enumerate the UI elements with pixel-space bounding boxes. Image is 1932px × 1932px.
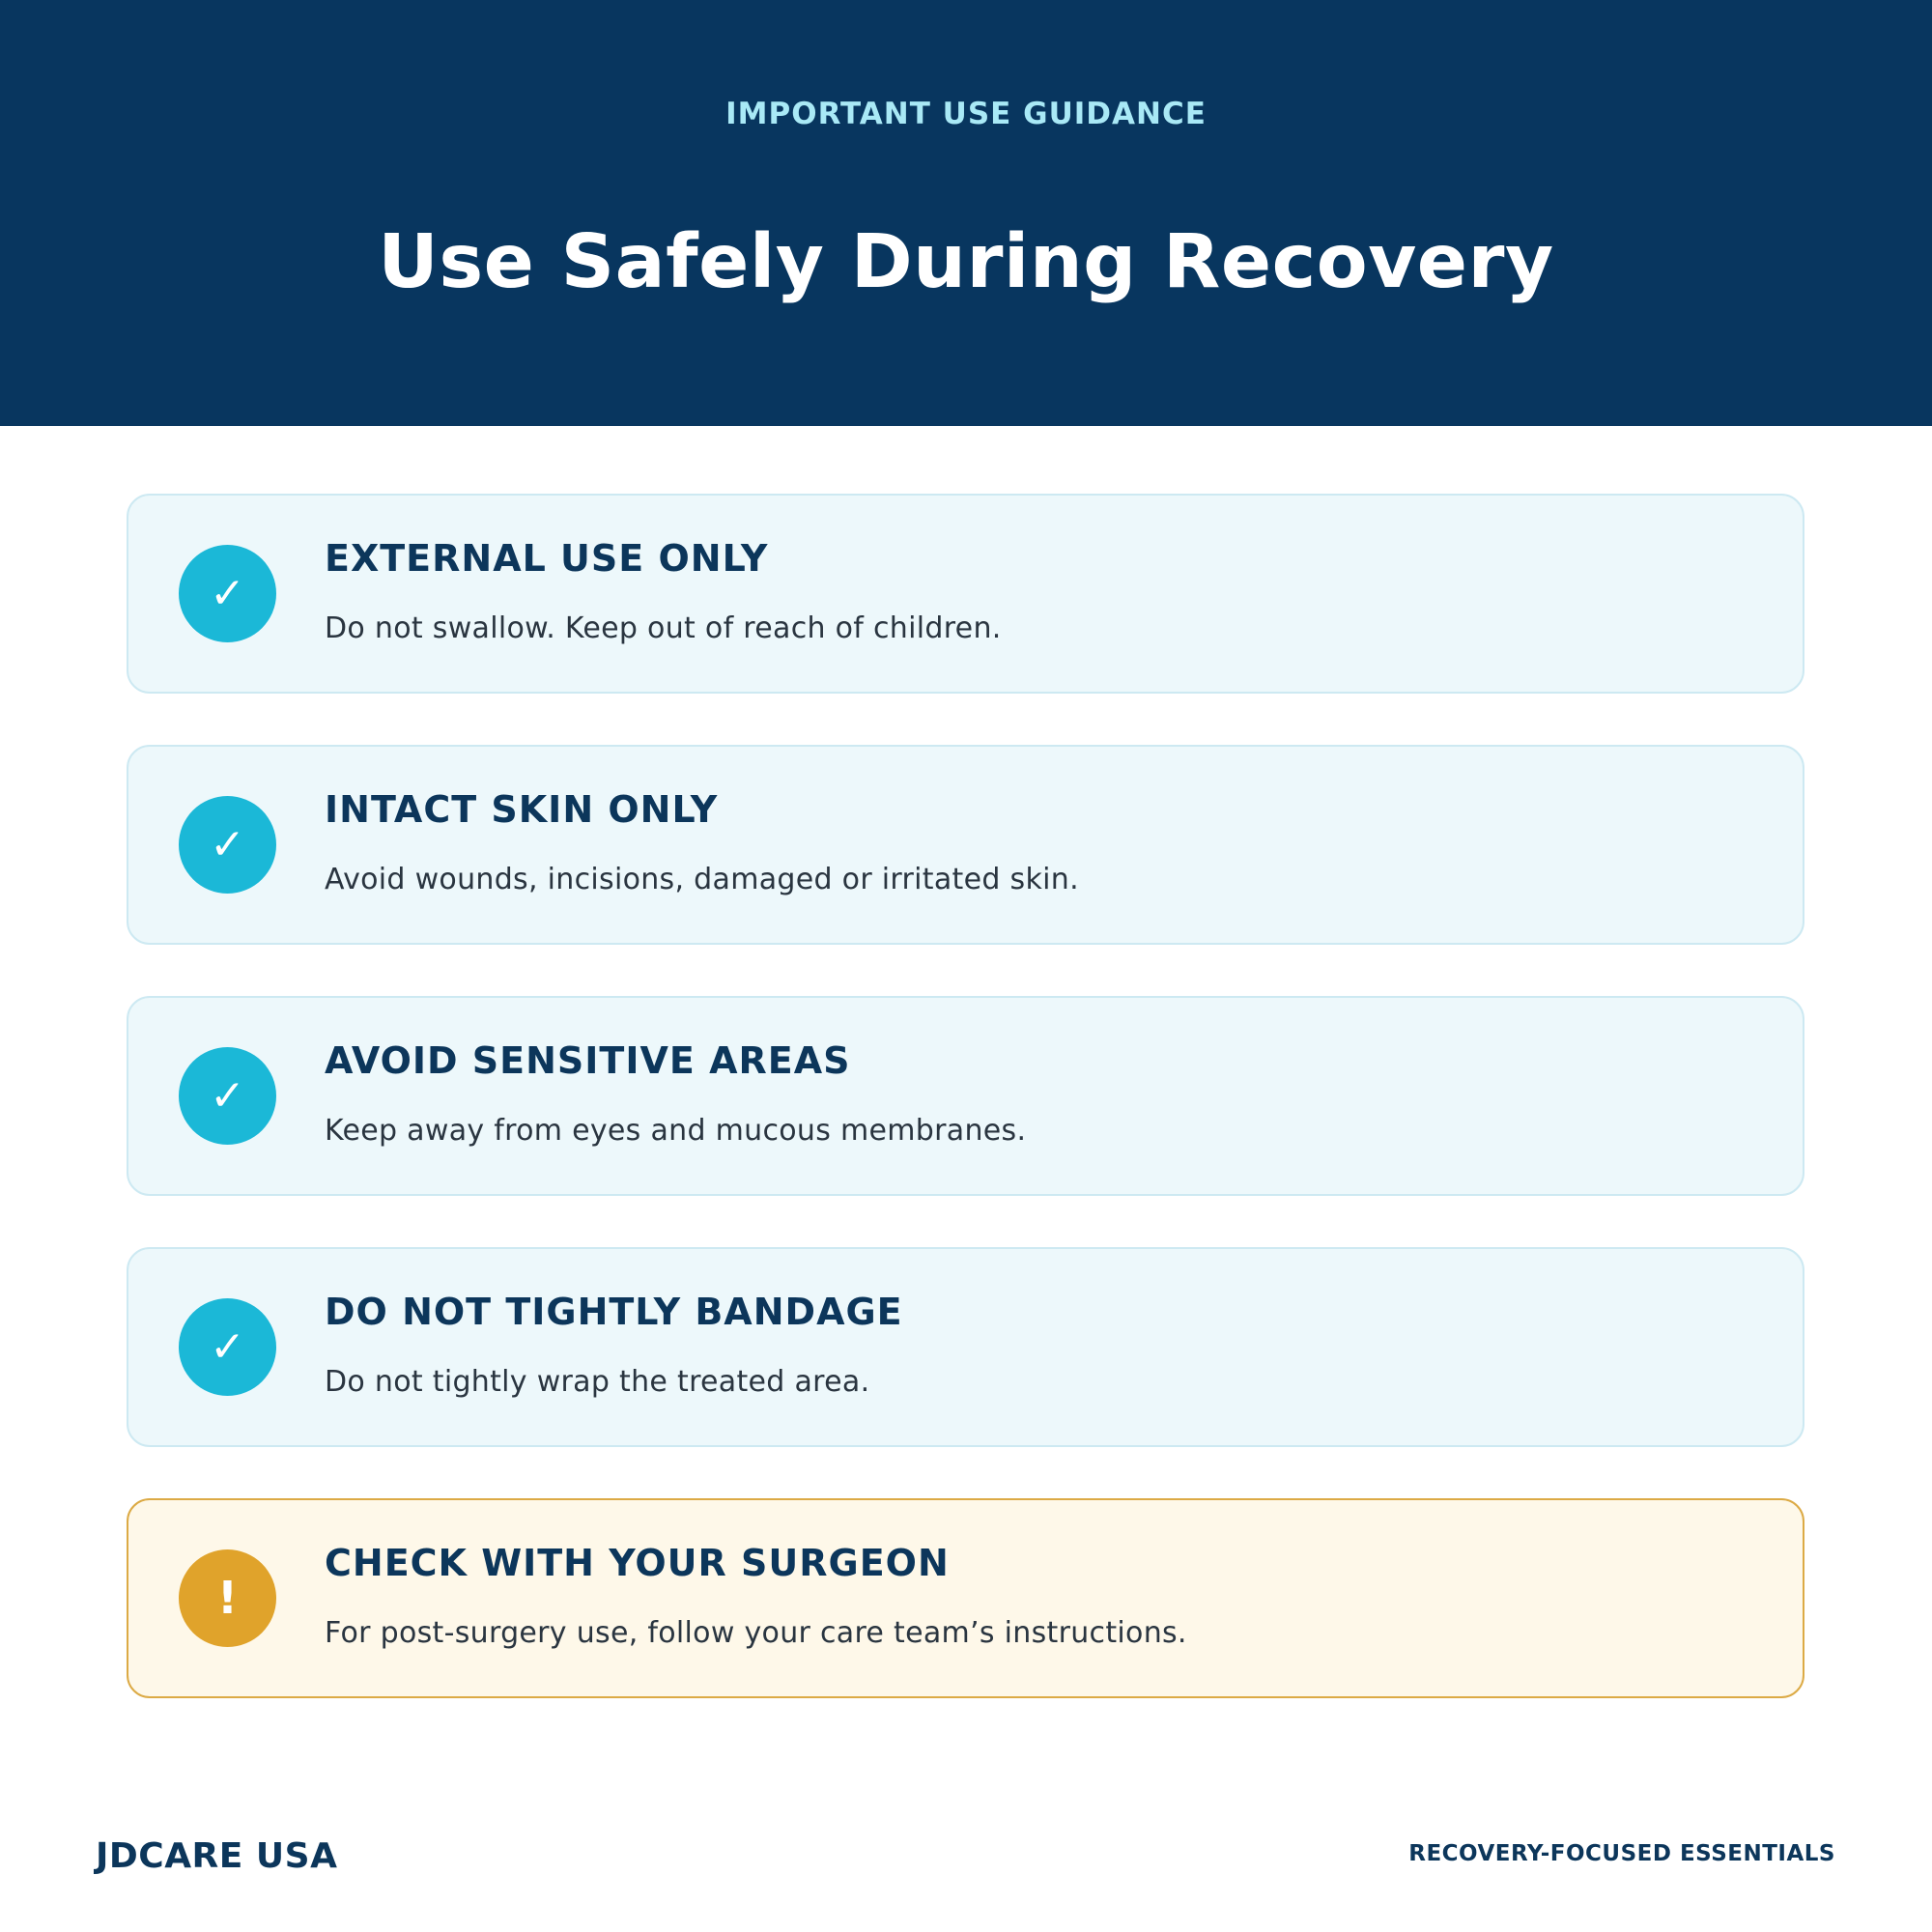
check-icon: ✓ [179, 1047, 276, 1145]
card-title: INTACT SKIN ONLY [325, 788, 719, 831]
card-text: For post-surgery use, follow your care team’s instructions. [325, 1616, 1187, 1650]
card-text: Do not swallow. Keep out of reach of children. [325, 611, 1002, 645]
check-icon: ✓ [179, 796, 276, 894]
card-title: EXTERNAL USE ONLY [325, 537, 769, 580]
card-text: Do not tightly wrap the treated area. [325, 1365, 870, 1399]
card-title: CHECK WITH YOUR SURGEON [325, 1542, 950, 1584]
card-title: DO NOT TIGHTLY BANDAGE [325, 1291, 903, 1333]
guidance-card-bandage [127, 1247, 1804, 1447]
header-banner [0, 0, 1932, 426]
card-text: Keep away from eyes and mucous membranes. [325, 1114, 1027, 1148]
check-icon: ✓ [179, 1298, 276, 1396]
guidance-card-surgeon-warning [127, 1498, 1804, 1698]
check-icon: ✓ [179, 545, 276, 642]
footer-tagline: RECOVERY-FOCUSED ESSENTIALS [1408, 1841, 1835, 1866]
guidance-card-sensitive-areas [127, 996, 1804, 1196]
card-title: AVOID SENSITIVE AREAS [325, 1039, 851, 1082]
footer-brand: JDCARE USA [96, 1836, 338, 1876]
page-title: Use Safely During Recovery [378, 219, 1554, 305]
exclamation-icon: ! [179, 1549, 276, 1647]
guidance-card-intact-skin [127, 745, 1804, 945]
eyebrow-label: IMPORTANT USE GUIDANCE [725, 97, 1207, 131]
guidance-card-external-use [127, 494, 1804, 694]
card-text: Avoid wounds, incisions, damaged or irritated skin. [325, 863, 1079, 896]
